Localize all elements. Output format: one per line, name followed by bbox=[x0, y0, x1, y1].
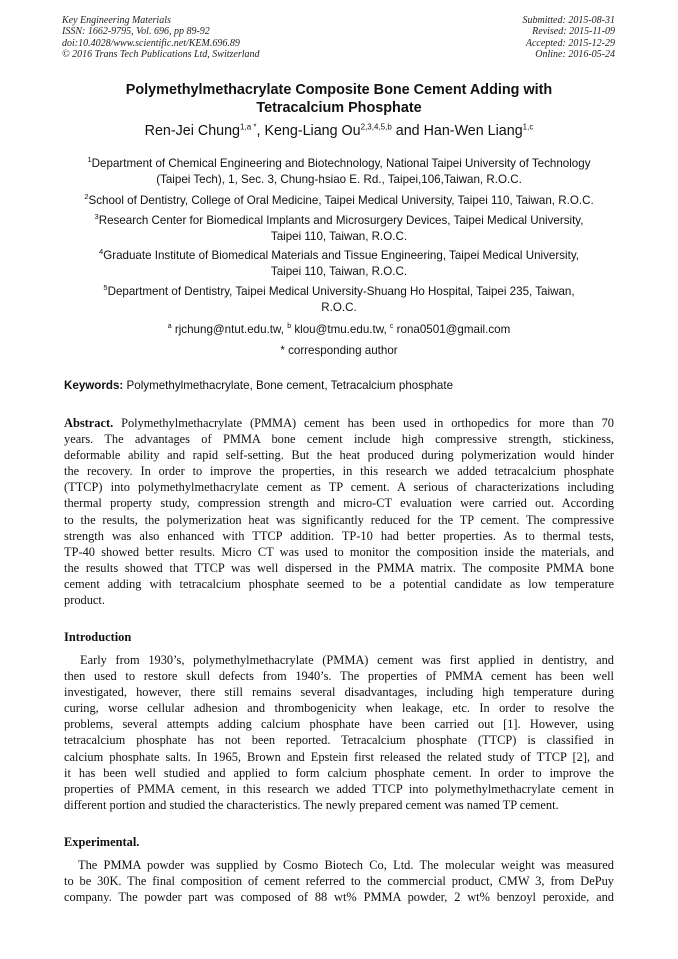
date-online: Online: 2016-05-24 bbox=[535, 49, 615, 61]
affiliation-line bbox=[44, 156, 634, 172]
abstract-line: deformable ability and rapid self-setting. But the heat produced during polymerization would hinder bbox=[64, 448, 614, 463]
email-mark: a bbox=[167, 323, 172, 331]
email-address: rjchung@ntut.edu.tw, bbox=[174, 323, 284, 336]
email-address: klou@tmu.edu.tw, bbox=[294, 323, 387, 336]
email-mark: b bbox=[287, 323, 292, 331]
journal-doi: doi:10.4028/www.scientific.net/KEM.696.89 bbox=[62, 37, 240, 49]
experimental-line: The PMMA powder was supplied by Cosmo Biotech Co, Ltd. The molecular weight was measured bbox=[78, 858, 614, 872]
abstract-line: years. The advantages of PMMA bone cement include high compressive strength, stickiness, bbox=[64, 432, 614, 447]
keywords-label: Keywords: bbox=[64, 379, 124, 392]
introduction-body bbox=[64, 652, 614, 813]
date-submitted: Submitted: 2015-08-31 bbox=[522, 15, 615, 26]
author-affiliation-mark: 2,3,4,5,b bbox=[360, 122, 392, 132]
author-separator: and bbox=[391, 123, 424, 139]
affiliation-text: School of Dentistry, College of Oral Medicine, Taipei Medical University, Taipei 110, Taiwan, R.O.C. bbox=[88, 194, 594, 207]
author-list bbox=[40, 122, 638, 140]
abstract-line: thermal property study, compression strength and micro-CT evaluation were carried out. According bbox=[64, 496, 614, 511]
abstract-line: cement adding with tetracalcium phosphate seemed to be a potential candidate as low temperature bbox=[64, 576, 614, 591]
intro-line: then used to restore skull defects from 1940’s. The properties of PMMA cement has been well bbox=[64, 669, 614, 684]
abstract bbox=[64, 415, 614, 608]
author-name: Keng-Liang Ou bbox=[264, 123, 361, 139]
section-heading-experimental: Experimental. bbox=[64, 835, 140, 849]
experimental-body bbox=[64, 857, 614, 905]
affiliation-line bbox=[44, 248, 634, 264]
journal-name: Key Engineering Materials bbox=[62, 15, 171, 26]
affiliation-5 bbox=[44, 284, 634, 316]
abstract-line: TP-40 showed better results. Micro CT was used to monitor the composition inside the materials, and bbox=[64, 544, 614, 559]
affiliation-text: Research Center for Biomedical Implants and Microsurgery Devices, Taipei Medical University, bbox=[98, 214, 584, 227]
author-name: Ren-Jei Chung bbox=[144, 123, 241, 139]
affiliation-text: Department of Dentistry, Taipei Medical University-Shuang Ho Hospital, Taipei 235, Taiwan, bbox=[107, 285, 575, 298]
experimental-line: to be 30K. The final composition of cement referred to the commercial product, CMW 3, from DePuy bbox=[64, 874, 614, 889]
affiliation-line: Taipei 110, Taiwan, R.O.C. bbox=[270, 230, 408, 243]
author-emails bbox=[40, 322, 638, 338]
affiliation-line: Taipei 110, Taiwan, R.O.C. bbox=[270, 265, 408, 278]
affiliation-1 bbox=[44, 156, 634, 188]
author-separator: , bbox=[256, 123, 265, 139]
intro-line: calcium phosphate salts. In 1965, Brown and Epstein first released the related study of TTCP [2], and bbox=[64, 749, 614, 764]
affiliation-line: R.O.C. bbox=[321, 301, 357, 314]
author-affiliation-mark: 1,c bbox=[522, 122, 534, 132]
intro-line: investigated, however, there still remains several disadvantages, including high temperature during bbox=[64, 685, 614, 700]
affiliation-number: 1 bbox=[87, 154, 92, 164]
abstract-line: strength was also enhanced with TTCP addition. TP-10 had better properties. As to thermal tests, bbox=[64, 528, 614, 543]
abstract-line: (TTCP) into polymethylmethacrylate cement as TP cement. A serious of characterizations including bbox=[64, 480, 614, 495]
affiliation-2 bbox=[44, 193, 634, 209]
abstract-line bbox=[64, 415, 614, 431]
journal-info bbox=[62, 15, 260, 61]
intro-line: problems, several attempts adding calcium phosphate have been carried out [1]. However, using bbox=[64, 717, 614, 732]
abstract-line: to the results, the polymerization heat was significantly reduced for the TP cement. The compressive bbox=[64, 512, 614, 527]
affiliation-line bbox=[44, 284, 634, 300]
keywords-text: Polymethylmethacrylate, Bone cement, Tetracalcium phosphate bbox=[126, 379, 454, 392]
affiliation-3 bbox=[44, 213, 634, 245]
intro-line: Early from 1930’s, polymethylmethacrylate (PMMA) cement was first applied in dentistry, and bbox=[80, 653, 614, 667]
abstract-line: the recovery. In order to improve the properties, in this research we added tetracalcium phosphate bbox=[64, 464, 614, 479]
affiliation-number: 5 bbox=[103, 282, 108, 292]
email-address: rona0501@gmail.com bbox=[396, 323, 511, 336]
author-affiliation-mark: 1,a * bbox=[240, 122, 257, 132]
affiliation-4 bbox=[44, 248, 634, 280]
author-name: Han-Wen Liang bbox=[423, 123, 523, 139]
abstract-line: product. bbox=[64, 593, 105, 608]
intro-line: tetracalcium phosphate has not been reported. Tetracalcium phosphate (TTCP) is classified in bbox=[64, 733, 614, 748]
title-line: Polymethylmethacrylate Composite Bone Cement Adding with bbox=[125, 82, 553, 98]
title-line: Tetracalcium Phosphate bbox=[256, 100, 422, 116]
intro-line: it has been well studied and applied to form calcium phosphate cement. In order to improve the bbox=[64, 765, 614, 780]
experimental-line: company. The powder part was composed of 88 wt% PMMA powder, 2 wt% benzoyl peroxide, and bbox=[64, 890, 614, 905]
affiliation-text: Department of Chemical Engineering and Biotechnology, National Taipei University of Technology bbox=[91, 157, 591, 170]
date-accepted: Accepted: 2015-12-29 bbox=[525, 37, 615, 49]
paper-title bbox=[60, 81, 618, 117]
email-mark: c bbox=[389, 323, 394, 331]
affiliation-text: Graduate Institute of Biomedical Materials and Tissue Engineering, Taipei Medical University, bbox=[103, 249, 579, 262]
intro-line: curing, worse cellular adhesion and thrombogenicity when leakage, etc. In order to resolve the bbox=[64, 701, 614, 716]
section-heading-introduction: Introduction bbox=[64, 630, 132, 644]
affiliation-line bbox=[44, 213, 634, 229]
keywords bbox=[64, 378, 453, 394]
journal-copyright: © 2016 Trans Tech Publications Ltd, Switzerland bbox=[62, 49, 260, 61]
journal-issn: ISSN: 1662-9795, Vol. 696, pp 89-92 bbox=[62, 26, 210, 38]
intro-line: properties of PMMA cement, in this research we added TTCP into polymethylmethacrylate cement in bbox=[64, 781, 614, 796]
affiliation-number: 3 bbox=[94, 211, 99, 221]
affiliation-number: 4 bbox=[99, 246, 104, 256]
abstract-line: the results showed that TTCP was well dispersed in the PMMA matrix. The composite PMMA bone bbox=[64, 560, 614, 575]
corresponding-author-note: * corresponding author bbox=[280, 344, 398, 357]
intro-line: different portion and studied the characteristics. The newly prepared cement was named TP cement. bbox=[64, 797, 559, 812]
affiliation-line: (Taipei Tech), 1, Sec. 3, Chung-hsiao E. Rd., Taipei,106,Taiwan, R.O.C. bbox=[156, 173, 522, 186]
affiliation-number: 2 bbox=[84, 191, 89, 201]
publication-dates bbox=[523, 15, 616, 61]
date-revised: Revised: 2015-11-09 bbox=[532, 26, 615, 38]
affiliation-line bbox=[44, 193, 634, 209]
abstract-label: Abstract. bbox=[64, 416, 114, 430]
abstract-text: Polymethylmethacrylate (PMMA) cement has been used in orthopedics for more than 70 bbox=[121, 416, 614, 430]
